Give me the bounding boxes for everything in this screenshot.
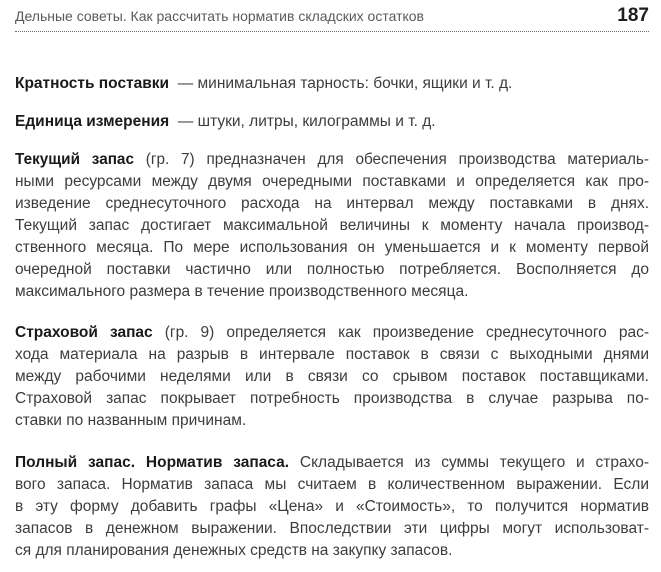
paragraph-full-stock-norm [15, 452, 649, 562]
term: Полный запас. Норматив запаса. [15, 454, 290, 471]
header-divider [15, 31, 649, 32]
paragraph-line: максимального размера в течение производственного месяца. [15, 283, 469, 300]
line-text: — минимальная тарность: бочки, ящики и т. д. [177, 75, 513, 92]
line-text: (гр. 9) определяется как произведение среднесуточного рас- [164, 324, 649, 341]
paragraph-unit-of-measure [15, 111, 649, 133]
paragraph-line: изведение среднесуточного расхода на интервал между поставками в днях. [15, 195, 649, 212]
term: Единица измерения [15, 113, 170, 130]
paragraph-current-stock [15, 149, 649, 303]
paragraph-line [15, 111, 649, 133]
paragraph-line: между рабочими неделями или в связи со срывом поставок поставщиками. [15, 368, 649, 385]
paragraph-line: ными ресурсами между двумя очередными поставками и определяется как про- [15, 173, 649, 190]
line-text: (гр. 7) предназначен для обеспечения производства материаль- [145, 151, 649, 168]
term: Страховой запас [15, 324, 153, 341]
running-title: Дельные советы. Как рассчитать норматив складских остатков [15, 8, 424, 24]
paragraph-line: очередной поставки частично или полностью потребляется. Восполняется до [15, 261, 649, 278]
paragraph-line [15, 149, 649, 171]
paragraph-line: вого запаса. Норматив запаса мы считаем в количественном выражении. Если [15, 476, 649, 493]
paragraph-line [15, 73, 649, 95]
page-header [15, 6, 649, 30]
paragraph-line: ся для планирования денежных средств на закупку запасов. [15, 542, 453, 559]
paragraph-delivery-multiplicity [15, 73, 649, 95]
line-text: — штуки, литры, килограммы и т. д. [177, 113, 436, 130]
paragraph-line: ставки по названным причинам. [15, 412, 247, 429]
term: Кратность поставки [15, 75, 170, 92]
paragraph-line: в эту форму добавить графы «Цена» и «Стоимость», то получится норматив [15, 498, 649, 515]
paragraph-safety-stock [15, 322, 649, 432]
paragraph-line: Страховой запас покрывает потребность производства в случае разрыва по- [15, 390, 649, 407]
paragraph-line: ственного месяца. По мере использования он уменьшается и к моменту первой [15, 239, 649, 256]
line-text: Складывается из суммы текущего и страхо- [299, 454, 649, 471]
paragraph-line: Текущий запас достигает максимальной величины к моменту начала производ- [15, 217, 649, 234]
page-number: 187 [617, 5, 649, 26]
paragraph-line [15, 452, 649, 474]
paragraph-line: запасов в денежном выражении. Впоследствии эти цифры могут использоват- [15, 520, 649, 537]
term: Текущий запас [15, 151, 134, 168]
paragraph-line: хода материала на разрыв в интервале поставок в связи с выходными днями [15, 346, 649, 363]
paragraph-line [15, 322, 649, 344]
